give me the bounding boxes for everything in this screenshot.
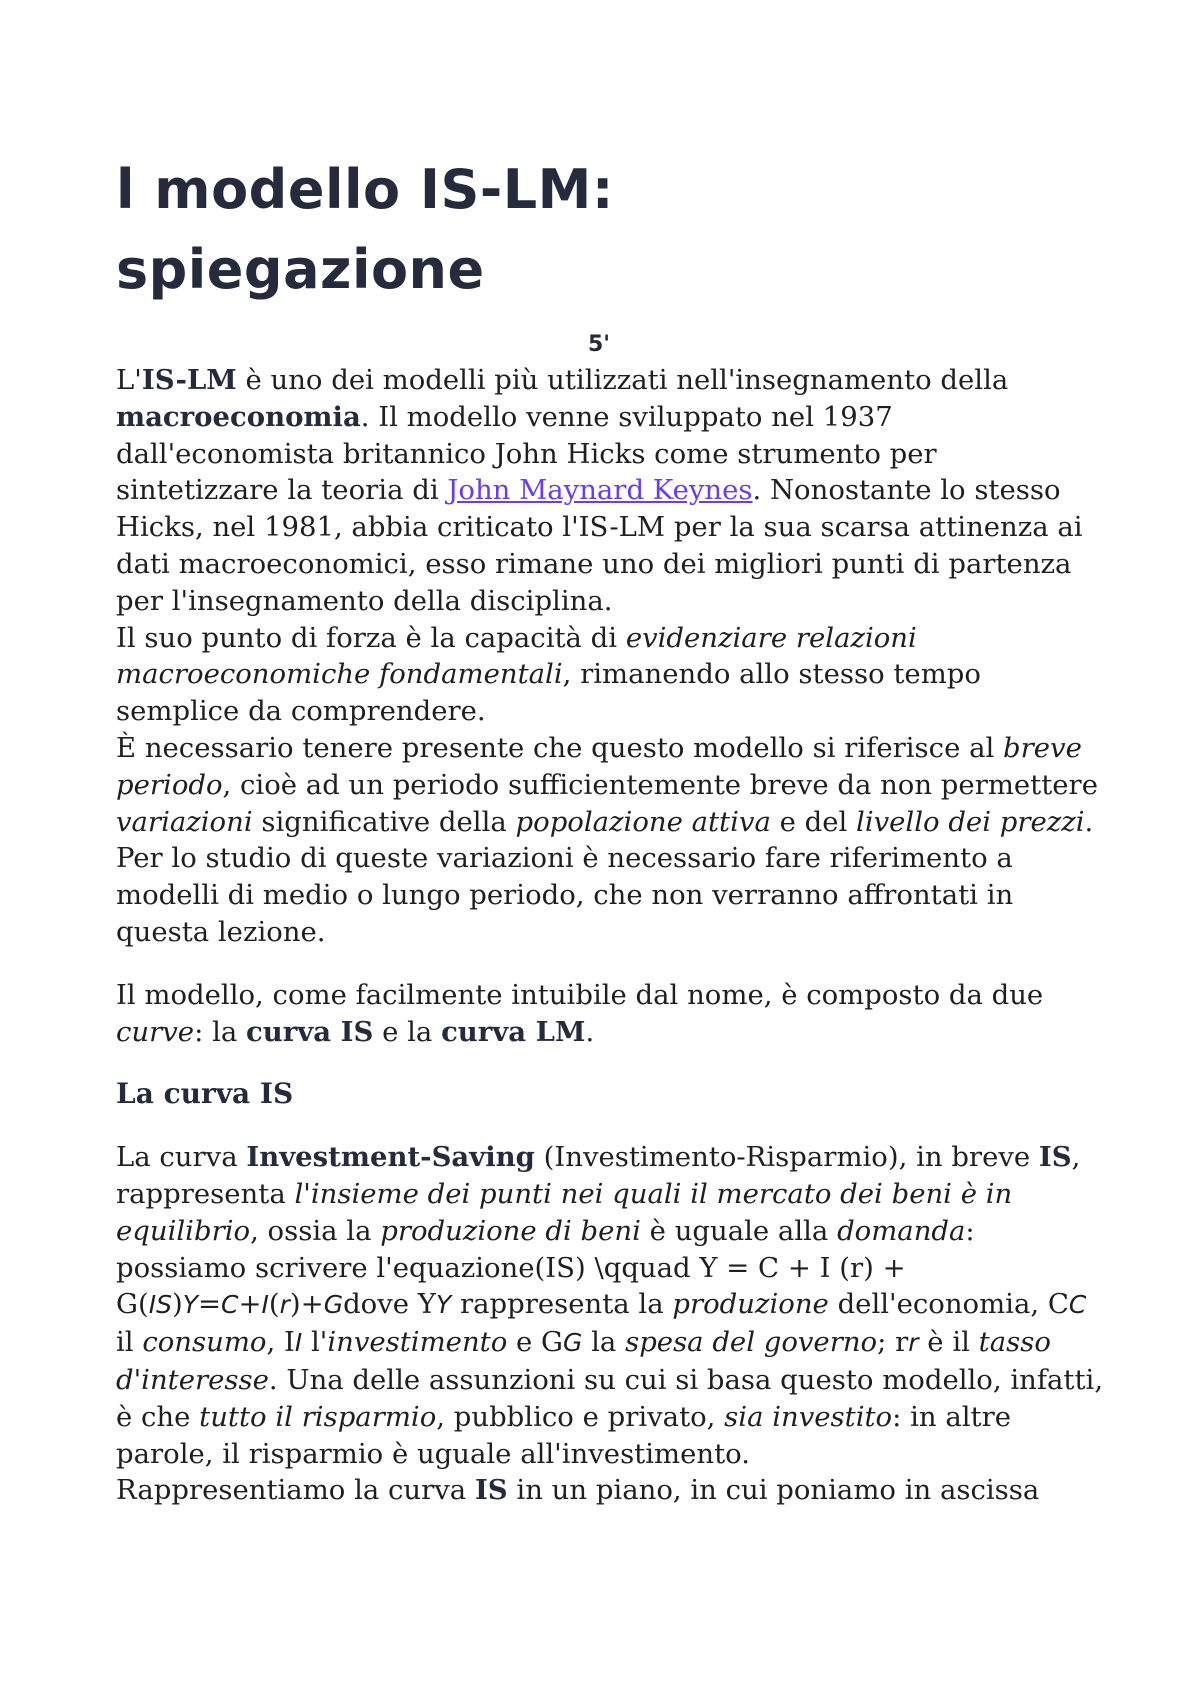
paragraph-short-period — [116, 730, 1106, 951]
text: . Nonostante lo stesso Hicks, nel 1981, abbia criticato l'IS-LM per la sua scarsa attinenza ai dati macroeconomici, esso rimane uno dei migliori punti di partenza per l'insegnamento della disciplina. — [116, 474, 1083, 617]
text: ) — [171, 1288, 183, 1321]
text: , I — [266, 1326, 295, 1359]
term-is: IS — [474, 1474, 508, 1507]
emphasis: evidenziare relazioni macroeconomiche fondamentali — [116, 621, 917, 691]
text: è uno dei modelli più utilizzati nell'insegnamento della — [236, 364, 1009, 396]
text: ; r — [877, 1326, 909, 1359]
emphasis: investimento — [327, 1326, 508, 1359]
paragraph-is-definition — [116, 1139, 1106, 1472]
emphasis: tasso d'interesse — [116, 1326, 1051, 1396]
text: Il suo punto di forza è la capacità di — [116, 621, 626, 654]
text: e la — [373, 1015, 442, 1048]
text: e del — [770, 805, 857, 838]
text: significative della — [252, 805, 516, 838]
text: + — [238, 1288, 262, 1321]
term-is-lm: IS-LM — [141, 364, 237, 396]
emphasis: spesa del governo — [625, 1326, 878, 1359]
text: È necessario tenere presente che questo modello si riferisce al — [116, 731, 1004, 764]
emphasis: domanda — [837, 1214, 966, 1247]
equation-text: : possiamo scrivere l'equazione(IS) \qquad Y = C + I (r) + G( — [116, 1214, 975, 1321]
paragraph-curves — [116, 977, 1106, 1051]
math-symbol: C — [221, 1290, 239, 1320]
emphasis: popolazione attiva — [515, 805, 771, 838]
reading-time: 5' — [588, 332, 611, 357]
text: , ossia la — [250, 1214, 381, 1247]
math-symbol: IS — [148, 1290, 172, 1320]
title-line-1: l modello IS-LM: — [116, 158, 615, 221]
text: = — [197, 1288, 222, 1321]
math-symbol: Y — [182, 1290, 198, 1320]
paragraph-is-plot — [116, 1472, 1106, 1509]
text: La curva — [116, 1141, 247, 1174]
emphasis: l'insieme dei punti nei quali il mercato dei beni è in equilibrio — [116, 1177, 1013, 1247]
emphasis: breve periodo — [116, 731, 1082, 801]
keynes-link[interactable]: John Maynard Keynes — [447, 474, 753, 507]
text: . — [585, 1015, 595, 1048]
text: in un piano, in cui poniamo in ascissa — [507, 1474, 1040, 1507]
math-symbol: I — [294, 1328, 303, 1358]
title-line-2: spiegazione — [116, 238, 485, 301]
text: , rimanendo allo stesso tempo semplice da comprendere. — [116, 658, 981, 728]
term-investment-saving: Investment-Saving — [246, 1141, 535, 1174]
math-symbol: G — [323, 1290, 344, 1320]
math-symbol: r — [279, 1290, 290, 1320]
term-curva-is: curva IS — [246, 1015, 374, 1048]
term-is: IS — [1038, 1141, 1072, 1174]
paragraph-intro — [116, 362, 1106, 620]
math-symbol: r — [908, 1328, 919, 1358]
page-title — [116, 150, 614, 310]
text: , pubblico e privato, — [436, 1400, 725, 1433]
emphasis: curve — [116, 1015, 195, 1048]
term-curva-lm: curva LM — [441, 1015, 586, 1048]
text: la — [582, 1326, 626, 1359]
text: , rappresenta — [116, 1141, 1081, 1210]
text: Rappresentiamo la curva — [116, 1474, 475, 1507]
math-symbol: C — [1068, 1290, 1087, 1320]
text: Il modello, come facilmente intuibile dal nome, è composto da due — [116, 978, 1044, 1011]
text: : in altre parole, il risparmio è uguale all'investimento. — [116, 1400, 1012, 1470]
math-symbol: Y — [435, 1290, 452, 1320]
text: L' — [116, 364, 142, 396]
term-macroeconomia: macroeconomia — [116, 400, 361, 433]
text: . Per lo studio di queste variazioni è necessario fare riferimento a modelli di medio o lungo periodo, che non verranno affrontati in questa lezione. — [116, 805, 1094, 948]
text: è uguale alla — [640, 1214, 838, 1247]
math-symbol: I — [261, 1290, 269, 1320]
text: (Investimento-Risparmio), in breve — [534, 1141, 1039, 1174]
text: ( — [268, 1288, 280, 1321]
article-body — [116, 362, 1106, 1509]
emphasis: produzione — [672, 1288, 829, 1321]
emphasis: produzione di beni — [380, 1214, 641, 1247]
text: )+ — [289, 1288, 324, 1321]
emphasis: consumo — [142, 1326, 267, 1359]
emphasis: livello dei prezzi — [856, 805, 1085, 838]
text: l' — [302, 1326, 328, 1359]
text: dove Y — [343, 1288, 436, 1321]
text: , cioè ad un periodo sufficientemente breve da non permettere — [222, 768, 1098, 801]
text: . Il modello venne sviluppato nel 1937 dall'economista britannico John Hicks come strumento per sintetizzare la teoria di — [116, 400, 937, 507]
text: il — [116, 1326, 143, 1359]
text: è il — [918, 1326, 979, 1359]
emphasis: variazioni — [116, 805, 253, 838]
paragraph-strength — [116, 620, 1106, 730]
text: rappresenta la — [451, 1288, 673, 1321]
text: dell'economia, C — [828, 1288, 1069, 1321]
text: . Una delle assunzioni su cui si basa questo modello, infatti, è che — [116, 1363, 1104, 1433]
text: : la — [194, 1015, 247, 1048]
math-symbol: G — [563, 1328, 583, 1358]
section-heading-curva-is: La curva IS — [116, 1077, 294, 1111]
emphasis: tutto il risparmio — [199, 1400, 437, 1433]
emphasis: sia investito — [724, 1400, 893, 1433]
text: e G — [507, 1326, 564, 1359]
